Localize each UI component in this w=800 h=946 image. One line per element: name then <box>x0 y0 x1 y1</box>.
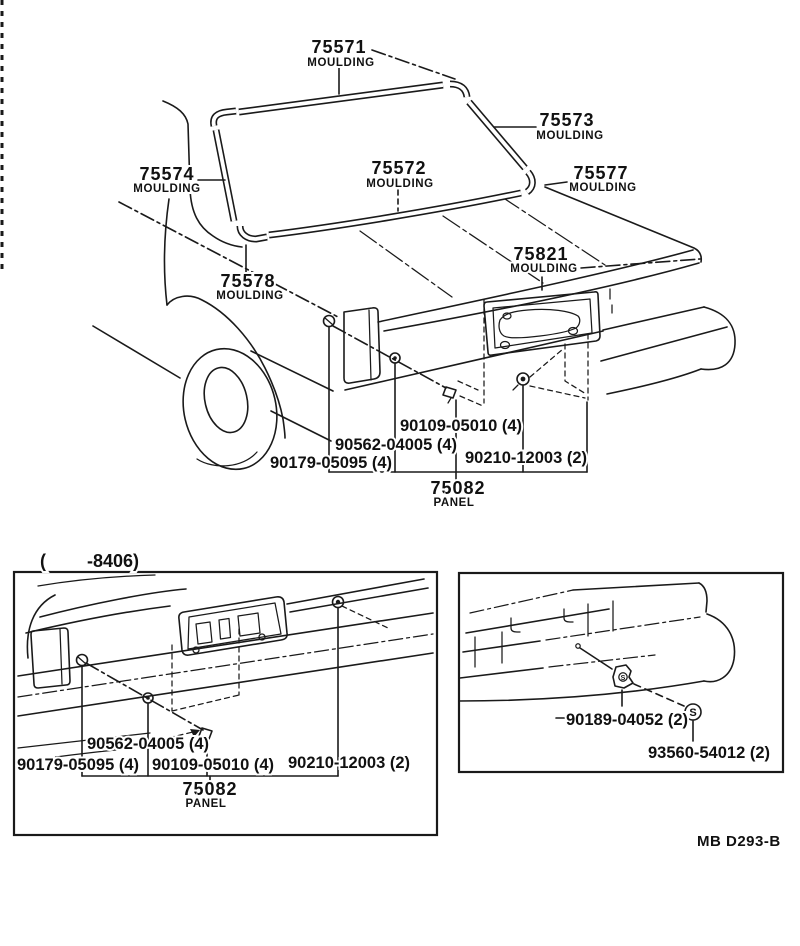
bumper-top-edge <box>603 307 704 330</box>
fastener-symbols <box>324 316 530 404</box>
moulding-75574-strip <box>216 130 234 221</box>
screw-symbol <box>77 655 88 666</box>
label-75577-num: 75577 <box>573 163 629 183</box>
label-75082-sub: PANEL <box>433 497 475 509</box>
label-75574-sub: MOULDING <box>133 183 201 195</box>
main-labels <box>133 37 636 509</box>
inset-right-label-90189: 90189-04052 (2) <box>566 711 689 729</box>
moulding-75571-strip <box>239 85 443 112</box>
hidden-position-dashes <box>333 300 588 406</box>
label-75578-sub: MOULDING <box>216 290 284 302</box>
drawing-code: MB D293-B <box>697 833 781 850</box>
clip-symbol-90562 <box>390 353 400 363</box>
inset-left-body <box>18 575 433 762</box>
inset-left-fasteners <box>77 597 344 745</box>
inset-right-body <box>459 583 735 701</box>
rocker-line <box>93 326 180 378</box>
deck-seam-ticks <box>610 289 612 313</box>
inset-left-label-75082-sub: PANEL <box>185 798 227 810</box>
inset-left-labels <box>17 735 410 810</box>
label-75574-num: 75574 <box>139 164 195 184</box>
tail-lamp-inner-line <box>369 310 371 380</box>
grommet-symbol-90210 <box>513 373 529 390</box>
wheel-rim <box>198 363 254 437</box>
inset-left <box>14 551 437 835</box>
plate-opening <box>499 309 580 338</box>
label-75577-sub: MOULDING <box>569 182 637 194</box>
inset-left-label-75082-num: 75082 <box>182 779 238 799</box>
main-diagram <box>93 37 735 509</box>
license-garnish <box>179 597 287 655</box>
screw-symbol-90179 <box>324 316 335 327</box>
label-90109: 90109-05010 (4) <box>400 417 523 435</box>
quarter-shut-line <box>165 199 169 305</box>
label-75571-sub: MOULDING <box>307 57 375 69</box>
label-90210: 90210-12003 (2) <box>465 449 588 467</box>
inset-right-bumper <box>704 614 735 682</box>
moulding-top-right-corner <box>450 84 467 97</box>
moulding-75572-strip <box>269 193 521 235</box>
label-75578-num: 75578 <box>220 271 276 291</box>
bumper-rub-strip <box>601 327 727 361</box>
recess-screw-3 <box>501 342 510 349</box>
label-75821-sub: MOULDING <box>510 263 578 275</box>
screw-symbol-90109 <box>443 387 456 403</box>
inset-left-caption-code: -8406) <box>87 551 140 571</box>
svg-text:S: S <box>620 675 626 682</box>
inset-left-label-90210: 90210-12003 (2) <box>288 754 411 772</box>
label-75572-num: 75572 <box>371 158 427 178</box>
label-75573-num: 75573 <box>539 110 595 130</box>
inset-left-label-90179: 90179-05095 (4) <box>17 756 140 774</box>
inset-right-label-93560: 93560-54012 (2) <box>648 744 771 762</box>
inset-left-bumper-bottom <box>18 653 433 716</box>
rear-panel-bottom <box>345 331 603 390</box>
moulding-top-left-corner <box>214 111 236 126</box>
moulding-75573-strip <box>469 102 525 168</box>
svg-text:S: S <box>689 707 697 719</box>
label-75082-num: 75082 <box>430 478 486 498</box>
moulding-75577-corner <box>527 172 532 192</box>
tire-inner-arc <box>197 452 257 466</box>
inset-left-caption-paren: ( <box>40 551 46 571</box>
bumper-bottom-edge <box>607 369 701 394</box>
bumper-outline <box>701 307 735 370</box>
moulding-75578-corner <box>240 226 267 239</box>
deck-rib-1 <box>360 231 452 297</box>
label-75572-sub: MOULDING <box>366 178 434 190</box>
inset-right-labels <box>566 711 770 762</box>
label-75571-num: 75571 <box>311 37 367 57</box>
label-75821-num: 75821 <box>513 244 569 264</box>
inset-left-bumper-top <box>18 613 433 676</box>
tail-lamp <box>344 308 380 383</box>
inset-right <box>459 573 783 772</box>
grommet-symbol <box>333 597 344 608</box>
inset-left-tail-lamp <box>31 628 70 688</box>
inset-left-label-90562: 90562-04005 (4) <box>87 735 210 753</box>
label-75573-sub: MOULDING <box>536 130 604 142</box>
clip-symbol <box>143 693 153 703</box>
recess-inner <box>493 299 592 348</box>
label-90562: 90562-04005 (4) <box>335 436 458 454</box>
label-90179: 90179-05095 (4) <box>270 454 393 472</box>
inset-left-label-90109: 90109-05010 (4) <box>152 756 275 774</box>
clip-symbol-90189 <box>613 665 633 688</box>
lower-body-line <box>271 411 331 441</box>
inset-right-trunk-corner <box>699 583 707 612</box>
